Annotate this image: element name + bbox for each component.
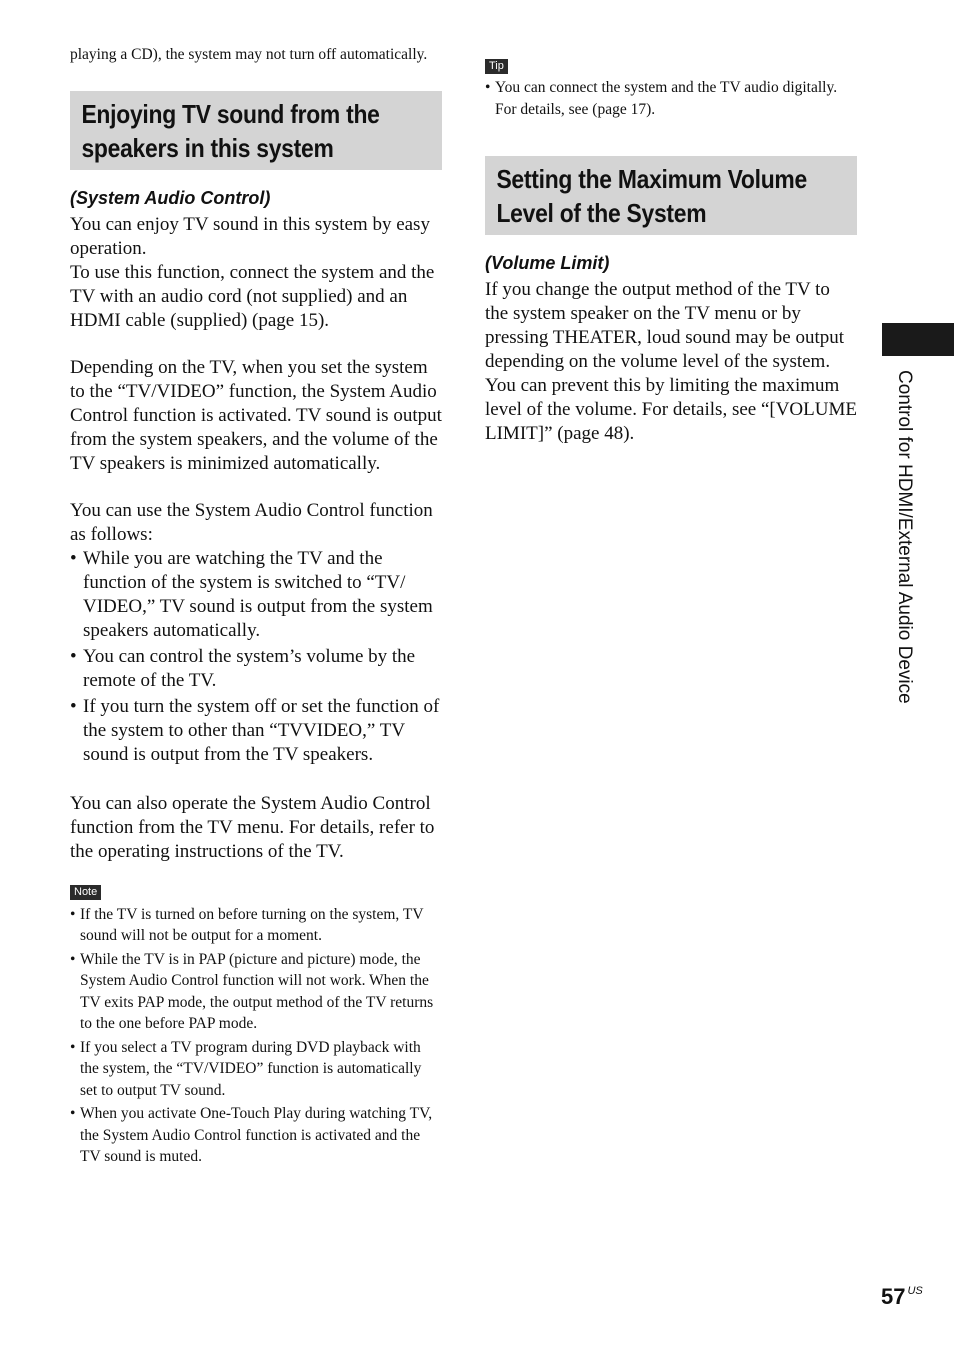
section-heading-box	[70, 91, 442, 170]
note-list	[70, 904, 442, 1168]
paragraph: You can use the System Audio Control function as follows:	[70, 499, 433, 545]
section-heading: Setting the Maximum Volume Level of the System	[485, 156, 833, 235]
page-region: US	[907, 1285, 923, 1297]
tip-item: • You can connect the system and the TV audio digitally. For details, see (page 17).	[485, 77, 857, 120]
paragraph: To use this function, connect the system and the TV with an audio cord (not supplied) and an HDMI cable (supplied) (page 15).	[70, 261, 435, 331]
tip-label: Tip	[485, 59, 508, 74]
note-item: • If you select a TV program during DVD playback with the system, the “TV/VIDEO” function is automatically set to output TV sound.	[70, 1037, 442, 1102]
page-number	[881, 1284, 923, 1310]
list-item: • You can control the system’s volume by the remote of the TV.	[70, 645, 442, 693]
paragraph: Depending on the TV, when you set the system to the “TV/VIDEO” function, the System Audio Control function is activated. TV sound is output from the system speakers, and the volume of the TV speakers is minimized automatically.	[70, 356, 442, 474]
section-title-vertical: Control for HDMI/External Audio Device	[894, 370, 915, 704]
list-item: • If you turn the system off or set the function of the system to other than “TVVIDEO,” TV sound is output from the TV speakers.	[70, 695, 442, 767]
subheading: (System Audio Control)	[70, 187, 271, 208]
tip-list	[485, 77, 857, 120]
note-label: Note	[70, 885, 101, 900]
list-item: • While you are watching the TV and the function of the system is switched to “TV/ VIDEO,” TV sound is output from the system speakers automatically.	[70, 547, 442, 643]
paragraph: If you change the output method of the TV to the system speaker on the TV menu or by pressing THEATER, loud sound may be output depending on the volume level of the system. You can prevent this by limiting the maximum level of the volume. For details, see “[VOLUME LIMIT]” (page 48).	[485, 279, 857, 444]
note-item: • When you activate One-Touch Play during watching TV, the System Audio Control function is activated and the TV sound is muted.	[70, 1103, 442, 1168]
page-number-value: 57	[881, 1284, 906, 1309]
section-tab	[882, 323, 954, 356]
note-item: • While the TV is in PAP (picture and picture) mode, the System Audio Control function will not work. When the TV exits PAP mode, the output method of the TV returns to the one before PAP mode.	[70, 949, 442, 1035]
note-item: • If the TV is turned on before turning on the system, TV sound will not be output for a moment.	[70, 904, 442, 947]
section-heading: Enjoying TV sound from the speakers in this system	[70, 91, 418, 170]
paragraph: You can also operate the System Audio Control function from the TV menu. For details, refer to the operating instructions of the TV.	[70, 792, 435, 862]
paragraph: You can enjoy TV sound in this system by easy operation.	[70, 213, 430, 259]
left-column	[70, 44, 442, 1170]
right-column	[485, 56, 857, 446]
bullet-list	[70, 547, 442, 767]
section-heading-box	[485, 156, 857, 235]
subheading: (Volume Limit)	[485, 253, 610, 273]
continued-text: playing a CD), the system may not turn off automatically.	[70, 46, 428, 63]
